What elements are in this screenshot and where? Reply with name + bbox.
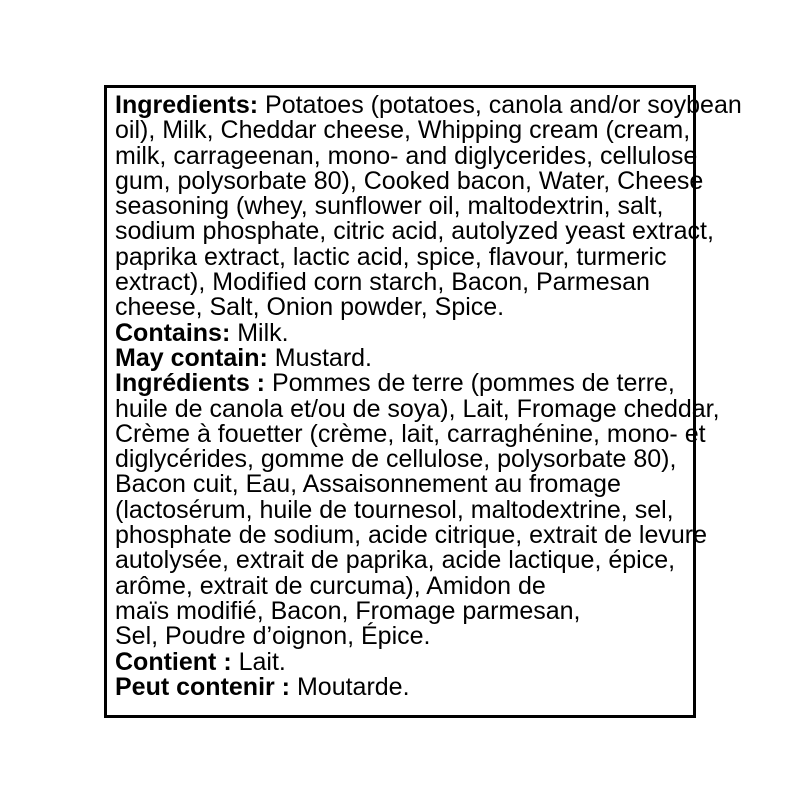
label-line <box>115 194 687 219</box>
label-text: arôme, extrait de curcuma), Amidon de <box>115 571 546 600</box>
label-text: Lait. <box>231 647 286 676</box>
label-line <box>115 495 687 524</box>
label-heading: Peut contenir : <box>115 672 291 701</box>
label-text: sodium phosphate, citric acid, autolyzed yeast extract, <box>115 217 714 246</box>
label-line <box>115 571 687 600</box>
label-text: Mustard. <box>267 343 372 372</box>
label-text: seasoning (whey, sunflower oil, maltodextrin, salt, <box>115 192 664 221</box>
label-text: paprika extract, lactic acid, spice, flavour, turmeric <box>115 242 667 271</box>
label-line <box>115 548 687 573</box>
label-line <box>115 647 687 676</box>
label-line <box>115 419 706 448</box>
label-line <box>115 624 687 649</box>
label-text: diglycérides, gomme de cellulose, polysorbate 80), <box>115 445 677 474</box>
label-line <box>115 166 704 195</box>
label-line <box>115 521 708 550</box>
label-text: Moutarde. <box>290 672 410 701</box>
label-text: Crème à fouetter (crème, lait, carraghénine, mono- et <box>115 419 706 448</box>
label-line <box>115 596 687 625</box>
label-line <box>115 141 698 170</box>
label-line <box>115 270 687 295</box>
label-line <box>115 91 742 119</box>
label-heading: Ingredients: <box>115 91 259 119</box>
label-text: Milk. <box>230 318 289 347</box>
label-line <box>115 447 687 472</box>
label-line <box>115 343 687 372</box>
label-line <box>115 242 687 271</box>
label-heading: Contient : <box>115 647 232 676</box>
label-line <box>115 116 691 145</box>
label-line <box>115 472 687 497</box>
label-text: Sel, Poudre d’oignon, Épice. <box>115 622 431 651</box>
label-line <box>115 318 687 347</box>
label-heading: Contains: <box>115 318 231 347</box>
label-text: (lactosérum, huile de tournesol, maltodextrine, sel, <box>115 495 674 524</box>
label-line <box>115 672 687 701</box>
label-text: huile de canola et/ou de soya), Lait, Fromage cheddar, <box>115 394 720 423</box>
label-text: maïs modifié, Bacon, Fromage parmesan, <box>115 596 581 625</box>
label-text: gum, polysorbate 80), Cooked bacon, Water, Cheese <box>115 166 704 195</box>
label-line <box>115 295 687 320</box>
label-line <box>115 394 720 423</box>
label-text: phosphate de sodium, acide citrique, extrait de levure <box>115 521 708 550</box>
label-text: Pommes de terre (pommes de terre, <box>265 369 675 398</box>
label-text: Potatoes (potatoes, canola and/or soybean <box>258 91 742 119</box>
label-text: oil), Milk, Cheddar cheese, Whipping cream (cream, <box>115 116 691 145</box>
label-line <box>115 371 687 396</box>
label-line <box>115 217 714 246</box>
label-text: autolysée, extrait de paprika, acide lactique, épice, <box>115 546 676 575</box>
label-text: cheese, Salt, Onion powder, Spice. <box>115 293 505 322</box>
label-heading: May contain: <box>115 343 268 372</box>
label-text: extract), Modified corn starch, Bacon, Parmesan <box>115 268 650 297</box>
label-text: milk, carrageenan, mono- and diglycerides, cellulose <box>115 141 698 170</box>
label-text: Bacon cuit, Eau, Assaisonnement au fromage <box>115 470 621 499</box>
label-heading: Ingrédients : <box>115 369 266 398</box>
ingredients-label <box>104 85 742 718</box>
